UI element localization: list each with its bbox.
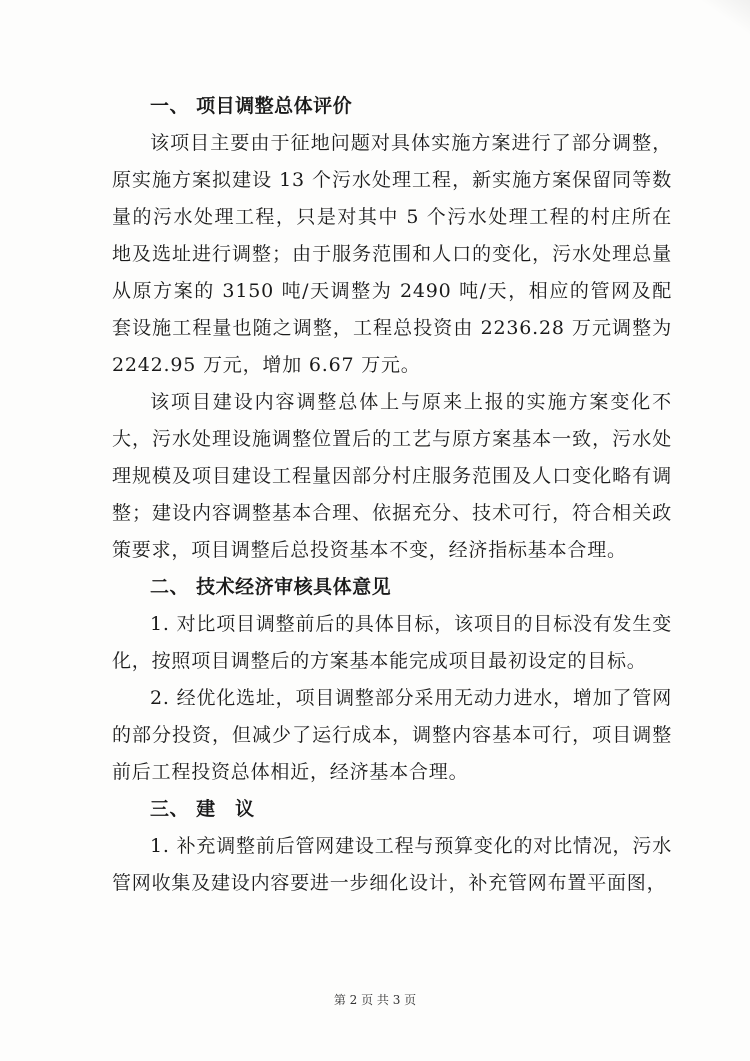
- page-corner-fold: [680, 0, 750, 40]
- paragraph-suggestion-item-1: 1. 补充调整前后管网建设工程与预算变化的对比情况，污水管网收集及建设内容要进一步细化设计，补充管网布置平面图，: [112, 835, 672, 894]
- paragraph-review-item-1: 1. 对比项目调整前后的具体目标，该项目的目标没有发生变化，按照项目调整后的方案基本能完成项目最初设定的目标。: [112, 613, 672, 672]
- section-heading-overall-evaluation: 一、 项目调整总体评价: [150, 95, 353, 117]
- section-heading-suggestions: 三、 建 议: [150, 798, 255, 820]
- page-footer: 第 2 页 共 3 页: [333, 993, 417, 1007]
- paragraph-adjustment-summary: 该项目主要由于征地问题对具体实施方案进行了部分调整，原实施方案拟建设 13 个污水处理工程，新实施方案保留同等数量的污水处理工程，只是对其中 5 个污水处理工程的村庄所在地及选址进行调整；由于服务范围和人口的变化，污水处理总量从原方案的 3150 吨/天调整为 2490 吨/天，相应的管网及配套设施工程量也随之调整，工程总投资由 2236.28 万元调整为 2242.95 万元，增加 6.67 万元。: [112, 132, 672, 376]
- paragraph-adjustment-assessment: 该项目建设内容调整总体上与原来上报的实施方案变化不大，污水处理设施调整位置后的工艺与原方案基本一致，污水处理规模及项目建设工程量因部分村庄服务范围及人口变化略有调整；建设内容调整基本合理、依据充分、技术可行，符合相关政策要求，项目调整后总投资基本不变，经济指标基本合理。: [112, 391, 672, 561]
- document-body: [112, 88, 672, 902]
- section-heading-technical-review: 二、 技术经济审核具体意见: [150, 576, 392, 598]
- paragraph-review-item-2: 2. 经优化选址，项目调整部分采用无动力进水，增加了管网的部分投资，但减少了运行成本，调整内容基本可行，项目调整前后工程投资总体相近，经济基本合理。: [112, 687, 672, 783]
